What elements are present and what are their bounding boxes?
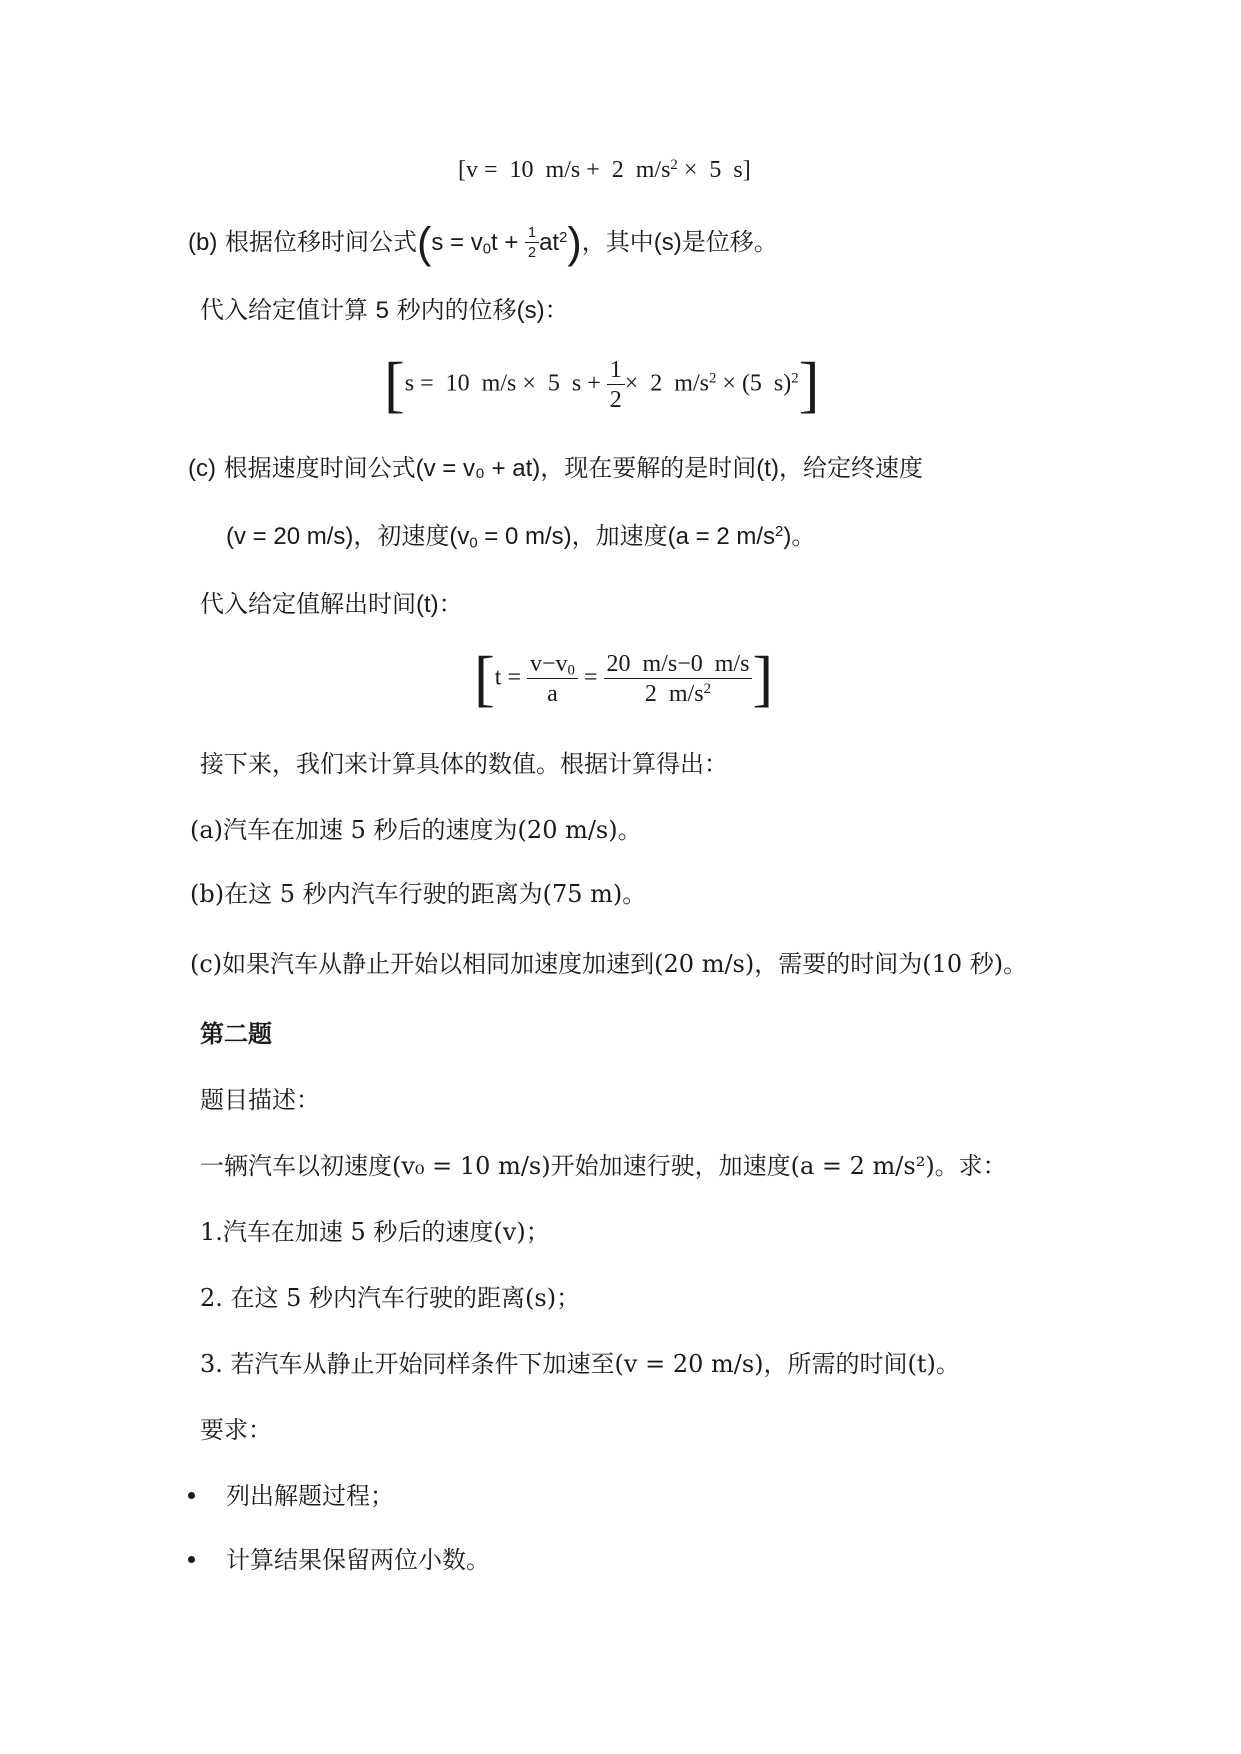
text: 根据速度时间公式 — [223, 454, 416, 482]
text: 代入给定值解出时间 — [200, 590, 416, 618]
text: 代入给定值计算 — [200, 296, 368, 324]
bullet-dot — [188, 1556, 195, 1563]
requirement-item-2: 计算结果保留两位小数。 — [226, 1546, 490, 1574]
var-s: (s) — [653, 228, 682, 256]
answer-c: (c)如果汽车从静止开始以相同加速度加速到(20 m/s)，需要的时间为(10 秒)。 — [190, 950, 1028, 978]
answer-b: (b)在这 5 秒内汽车行驶的距离为(75 m)。 — [190, 880, 647, 908]
part-b-text-prefix: 根据位移时间公式 — [224, 227, 417, 256]
equation-time-calc: [t = $\frac{v-v_0}{a}$ = $\frac{20 m/s-0 m/s}{2 m/s^2}$ ] — [474, 644, 774, 714]
bullet-dot — [188, 1492, 195, 1499]
part-b-text-suffix: 是位移。 — [681, 227, 778, 256]
text: ，给定终速度 — [778, 454, 923, 482]
question-2-item-3: 3. 若汽车从静止开始同样条件下加速至(v = 20 m/s)，所需的时间(t)。 — [200, 1350, 960, 1378]
formula-velocity: (v = v₀ + at) — [415, 455, 541, 482]
formula-displacement: ($s = v_0t$ + $\frac{1}{2}$ $at^2$) — [416, 219, 582, 268]
text: 秒内的位移 — [396, 296, 517, 324]
var-s: (s) — [516, 297, 545, 324]
initial-velocity: ($v_0 = 0$ m/s) — [449, 523, 572, 552]
part-c-paragraph-line2 — [226, 522, 816, 552]
question-2-desc-label: 题目描述： — [200, 1086, 320, 1114]
answer-a: (a)汽车在加速 5 秒后的速度为(20 m/s)。 — [190, 816, 642, 844]
equation-displacement-calc: [s = 10 m/s × 5 s + $\frac{1}{2}$ × 2 $m/s^2 \times (5$ s)$^2$] — [384, 350, 820, 420]
equation-velocity-calc: [v = 10 m/s + 2 $m/s^2 \times 5$ s] — [458, 156, 751, 183]
period: 。 — [791, 522, 816, 550]
question-2-statement: 一辆汽车以初速度(v₀ = 10 m/s)开始加速行驶，加速度(a = 2 m/s²)。求： — [200, 1152, 1007, 1180]
requirements-label: 要求： — [200, 1416, 272, 1444]
number: 5 — [375, 297, 389, 324]
conclusion-intro: 接下来，我们来计算具体的数值。根据计算得出： — [200, 750, 728, 778]
text: ，初速度 — [353, 522, 450, 550]
question-2-item-2: 2. 在这 5 秒内汽车行驶的距离(s)； — [200, 1284, 581, 1312]
part-b-paragraph — [188, 219, 778, 268]
part-b-substitute-line — [200, 298, 569, 323]
part-b-label: (b) — [188, 228, 218, 256]
var-t: (t) — [416, 591, 439, 618]
colon: ： — [544, 296, 569, 324]
text: ，现在要解的是时间 — [540, 454, 757, 482]
acceleration: (a = 2 $m/s^2$) — [667, 523, 792, 550]
question-2-heading: 第二题 — [200, 1020, 272, 1048]
part-c-label: (c) — [188, 455, 216, 482]
text: ，加速度 — [571, 522, 668, 550]
var-t: (t) — [756, 455, 779, 482]
colon: ： — [438, 590, 463, 618]
part-c-paragraph-line1 — [188, 456, 923, 481]
final-velocity: (v = 20 m/s) — [226, 523, 354, 550]
requirement-item-1: 列出解题过程； — [226, 1482, 394, 1510]
part-b-text-mid: ，其中 — [581, 227, 654, 256]
part-c-substitute-line — [200, 592, 463, 617]
question-2-item-1: 1.汽车在加速 5 秒后的速度(v)； — [200, 1218, 550, 1246]
